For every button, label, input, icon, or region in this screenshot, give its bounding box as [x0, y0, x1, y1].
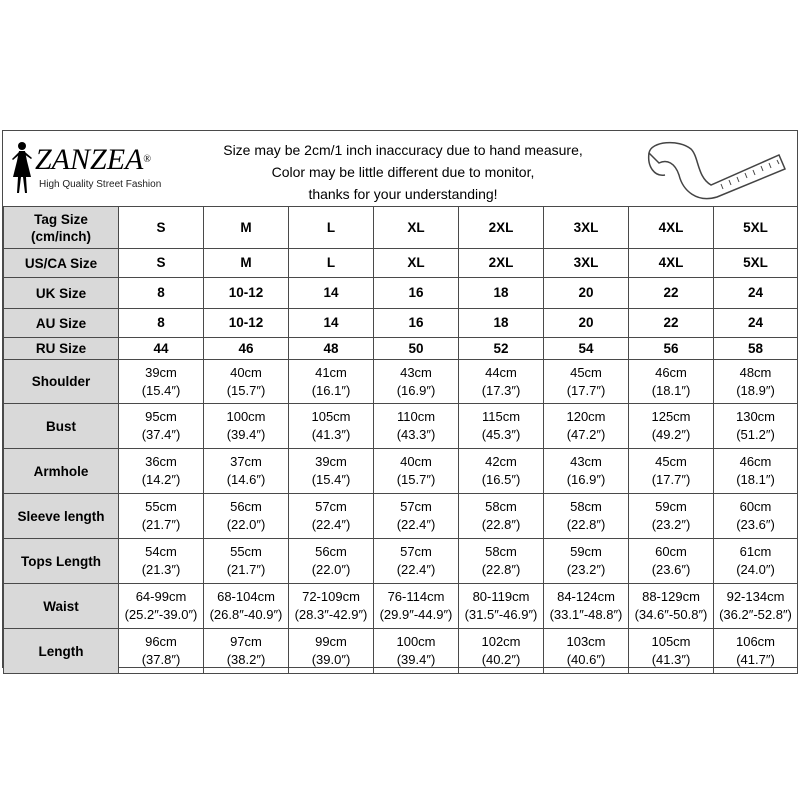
cm-value: 41cm: [315, 364, 347, 380]
cm-value: 42cm: [485, 454, 517, 469]
inch-value: (18.9″): [736, 382, 775, 398]
cm-value: 64-99cm: [135, 589, 187, 604]
inch-value: (22.8″): [481, 562, 521, 577]
size-cell: M: [204, 249, 289, 278]
brand-name: ZANZEA: [35, 143, 144, 176]
size-table-body: [4, 207, 798, 674]
inch-value: (34.6″-50.8″): [634, 607, 708, 622]
inch-value: (22.0″): [311, 562, 351, 577]
size-cell: 24: [714, 309, 798, 338]
measurement-cell: [544, 494, 629, 539]
cm-value: 43cm: [400, 364, 432, 380]
inch-value: (23.6″): [651, 562, 691, 577]
size-cell: 20: [544, 278, 629, 309]
cm-value: 58cm: [570, 499, 602, 514]
measurement-cell: [119, 449, 204, 494]
inch-value: (41.7″): [736, 652, 775, 667]
inch-value: (40.2″): [481, 652, 521, 667]
size-cell: 48: [289, 338, 374, 360]
size-chart: [2, 130, 798, 668]
measurement-cell: [374, 449, 459, 494]
size-cell: XL: [374, 207, 459, 249]
measurement-cell: [289, 584, 374, 629]
measurement-cell: [459, 584, 544, 629]
cm-value: 44cm: [485, 364, 517, 380]
size-cell: S: [119, 207, 204, 249]
size-cell: 16: [374, 309, 459, 338]
cm-value: 106cm: [735, 634, 776, 649]
size-row: [4, 249, 798, 278]
measurement-cell: [289, 539, 374, 584]
size-cell: 18: [459, 309, 544, 338]
measurement-cell: [374, 629, 459, 674]
cm-value: 57cm: [400, 499, 432, 514]
row-label: Tops Length: [4, 539, 119, 584]
size-cell: 10-12: [204, 278, 289, 309]
size-cell: L: [289, 207, 374, 249]
size-cell: 50: [374, 338, 459, 360]
inch-value: (22.4″): [311, 517, 351, 532]
measurement-cell: [119, 494, 204, 539]
cm-value: 96cm: [145, 634, 177, 649]
cm-value: 58cm: [485, 499, 517, 514]
measurement-cell: [459, 494, 544, 539]
inch-value: (16.9″): [566, 472, 606, 487]
measurement-cell: [459, 449, 544, 494]
row-label: US/CA Size: [4, 249, 119, 278]
woman-silhouette-icon: [9, 139, 35, 199]
inch-value: (31.5″-46.9″): [464, 607, 538, 622]
measurement-row: [4, 494, 798, 539]
cm-value: 56cm: [315, 544, 347, 559]
inch-value: (26.8″-40.9″): [209, 607, 283, 622]
inch-value: (37.8″): [141, 652, 181, 667]
measurement-cell: [714, 629, 798, 674]
inch-value: (18.1″): [736, 472, 775, 487]
cm-value: 125cm: [651, 409, 691, 424]
size-row: [4, 278, 798, 309]
size-cell: 5XL: [714, 207, 798, 249]
cm-value: 39cm: [145, 364, 177, 380]
inch-value: (33.1″-48.8″): [549, 607, 623, 622]
size-cell: 20: [544, 309, 629, 338]
measurement-cell: [374, 539, 459, 584]
size-cell: 24: [714, 278, 798, 309]
size-cell: 10-12: [204, 309, 289, 338]
size-cell: 16: [374, 278, 459, 309]
size-cell: S: [119, 249, 204, 278]
measurement-cell: [119, 629, 204, 674]
measurement-cell: [119, 539, 204, 584]
measurement-cell: [119, 584, 204, 629]
notice-line: Size may be 2cm/1 inch inaccuracy due to hand measure,: [223, 142, 583, 158]
cm-value: 92-134cm: [726, 589, 785, 604]
measurement-cell: [629, 584, 714, 629]
cm-value: 105cm: [651, 634, 691, 649]
inch-value: (21.7″): [226, 562, 266, 577]
measurement-cell: [714, 404, 798, 449]
inch-value: (21.7″): [141, 517, 181, 532]
cm-value: 110cm: [396, 409, 436, 424]
measurement-cell: [714, 584, 798, 629]
measurement-cell: [204, 404, 289, 449]
measurement-cell: [374, 494, 459, 539]
measurement-cell: [204, 629, 289, 674]
cm-value: 102cm: [481, 634, 521, 649]
measurement-cell: [629, 539, 714, 584]
size-table: [3, 206, 798, 674]
measurement-cell: [119, 404, 204, 449]
inch-value: (18.1″): [651, 382, 691, 398]
measurement-row: [4, 404, 798, 449]
cm-value: 61cm: [739, 544, 772, 559]
size-cell: 3XL: [544, 249, 629, 278]
cm-value: 105cm: [311, 409, 351, 424]
chart-header: [3, 131, 797, 206]
inch-value: (22.8″): [481, 517, 521, 532]
cm-value: 46cm: [655, 364, 687, 380]
measurement-cell: [289, 404, 374, 449]
inch-value: (36.2″-52.8″): [719, 607, 792, 622]
size-cell: 46: [204, 338, 289, 360]
row-label: Sleeve length: [4, 494, 119, 539]
inch-value: (41.3″): [651, 652, 691, 667]
cm-value: 80-119cm: [472, 589, 530, 604]
cm-value: 68-104cm: [217, 589, 275, 604]
inch-value: (24.0″): [736, 562, 775, 577]
measurement-cell: [204, 584, 289, 629]
measurement-cell: [714, 494, 798, 539]
inch-value: (28.3″-42.9″): [294, 607, 368, 622]
cm-value: 55cm: [230, 544, 262, 559]
inch-value: (39.0″): [311, 652, 351, 667]
size-cell: 8: [119, 309, 204, 338]
inch-value: (39.4″): [226, 427, 266, 442]
measurement-cell: [629, 494, 714, 539]
inch-value: (49.2″): [651, 427, 691, 442]
size-cell: 8: [119, 278, 204, 309]
size-cell: 22: [629, 278, 714, 309]
cm-value: 46cm: [739, 454, 772, 469]
measurement-cell: [459, 629, 544, 674]
size-cell: 4XL: [629, 249, 714, 278]
measurement-cell: [544, 584, 629, 629]
measurement-cell: [459, 539, 544, 584]
inch-value: (15.7″): [226, 382, 266, 398]
size-cell: 2XL: [459, 249, 544, 278]
size-cell: 2XL: [459, 207, 544, 249]
measurement-notice: [199, 139, 607, 205]
inch-value: (16.1″): [311, 382, 351, 398]
measurement-cell: [714, 360, 798, 404]
measurement-cell: [289, 629, 374, 674]
cm-value: 115cm: [481, 409, 521, 424]
row-label: Bust: [4, 404, 119, 449]
cm-value: 43cm: [570, 454, 602, 469]
cm-value: 48cm: [739, 364, 772, 380]
cm-value: 58cm: [485, 544, 517, 559]
brand-logo: [9, 139, 179, 199]
measurement-cell: [289, 360, 374, 404]
measurement-row: [4, 584, 798, 629]
measurement-cell: [629, 360, 714, 404]
inch-value: (21.3″): [141, 562, 181, 577]
measuring-tape-icon: [639, 133, 789, 203]
measurement-row: [4, 539, 798, 584]
inch-value: (22.8″): [566, 517, 606, 532]
inch-value: (16.9″): [396, 382, 436, 398]
cm-value: 88-129cm: [642, 589, 700, 604]
size-cell: 56: [629, 338, 714, 360]
measurement-cell: [459, 360, 544, 404]
inch-value: (17.7″): [566, 382, 606, 398]
size-cell: L: [289, 249, 374, 278]
inch-value: (17.7″): [651, 472, 691, 487]
inch-value: (39.4″): [396, 652, 436, 667]
cm-value: 130cm: [735, 409, 776, 424]
notice-line: Color may be little different due to monitor,: [271, 164, 535, 180]
measurement-cell: [714, 539, 798, 584]
inch-value: (51.2″): [736, 427, 775, 442]
measurement-cell: [544, 360, 629, 404]
inch-value: (41.3″): [311, 427, 351, 442]
measurement-cell: [374, 360, 459, 404]
measurement-cell: [629, 449, 714, 494]
row-label: Armhole: [4, 449, 119, 494]
cm-value: 97cm: [230, 634, 262, 649]
notice-line: thanks for your understanding!: [308, 186, 498, 202]
row-label: Length: [4, 629, 119, 674]
inch-value: (43.3″): [396, 427, 436, 442]
cm-value: 59cm: [655, 499, 687, 514]
row-label: AU Size: [4, 309, 119, 338]
size-row: [4, 338, 798, 360]
inch-value: (14.2″): [141, 472, 181, 487]
inch-value: (25.2″-39.0″): [124, 607, 198, 622]
cm-value: 95cm: [145, 409, 177, 424]
measurement-cell: [374, 584, 459, 629]
inch-value: (15.7″): [396, 472, 436, 487]
size-cell: M: [204, 207, 289, 249]
row-label: Tag Size (cm/inch): [4, 207, 119, 249]
size-cell: 22: [629, 309, 714, 338]
measurement-cell: [629, 629, 714, 674]
size-cell: 4XL: [629, 207, 714, 249]
size-cell: 44: [119, 338, 204, 360]
size-cell: 54: [544, 338, 629, 360]
measurement-cell: [459, 404, 544, 449]
measurement-row: [4, 629, 798, 674]
size-cell: 52: [459, 338, 544, 360]
cm-value: 72-109cm: [302, 589, 360, 604]
measurement-cell: [544, 539, 629, 584]
cm-value: 45cm: [655, 454, 687, 469]
inch-value: (37.4″): [141, 427, 181, 442]
cm-value: 39cm: [315, 454, 347, 469]
inch-value: (29.9″-44.9″): [379, 607, 453, 622]
cm-value: 84-124cm: [557, 589, 615, 604]
cm-value: 103cm: [566, 634, 606, 649]
cm-value: 76-114cm: [387, 589, 445, 604]
measurement-cell: [289, 449, 374, 494]
size-row: [4, 207, 798, 249]
row-label: Shoulder: [4, 360, 119, 404]
measurement-cell: [289, 494, 374, 539]
cm-value: 54cm: [145, 544, 177, 559]
brand-tagline: High Quality Street Fashion: [39, 179, 162, 190]
inch-value: (22.4″): [396, 562, 436, 577]
cm-value: 37cm: [230, 454, 262, 469]
measurement-cell: [374, 404, 459, 449]
inch-value: (23.2″): [566, 562, 606, 577]
measurement-row: [4, 449, 798, 494]
inch-value: (47.2″): [566, 427, 606, 442]
cm-value: 57cm: [315, 499, 347, 514]
cm-value: 57cm: [400, 544, 432, 559]
inch-value: (15.4″): [141, 382, 181, 398]
size-cell: XL: [374, 249, 459, 278]
cm-value: 60cm: [655, 544, 687, 559]
measurement-cell: [204, 449, 289, 494]
inch-value: (23.6″): [736, 517, 775, 532]
cm-value: 36cm: [145, 454, 177, 469]
cm-value: 45cm: [570, 364, 602, 380]
measurement-row: [4, 360, 798, 404]
cm-value: 40cm: [400, 454, 432, 469]
inch-value: (40.6″): [566, 652, 606, 667]
measurement-cell: [544, 404, 629, 449]
row-label: Waist: [4, 584, 119, 629]
measurement-cell: [714, 449, 798, 494]
measurement-cell: [204, 539, 289, 584]
size-cell: 18: [459, 278, 544, 309]
cm-value: 40cm: [230, 364, 262, 380]
cm-value: 99cm: [315, 634, 347, 649]
measurement-cell: [119, 360, 204, 404]
inch-value: (14.6″): [226, 472, 266, 487]
size-cell: 14: [289, 278, 374, 309]
cm-value: 55cm: [145, 499, 177, 514]
cm-value: 60cm: [739, 499, 772, 514]
measurement-cell: [544, 449, 629, 494]
inch-value: (38.2″): [226, 652, 266, 667]
size-cell: 58: [714, 338, 798, 360]
registered-mark: ®: [143, 154, 151, 165]
cm-value: 100cm: [396, 634, 436, 649]
measurement-cell: [629, 404, 714, 449]
inch-value: (17.3″): [481, 382, 521, 398]
inch-value: (45.3″): [481, 427, 521, 442]
size-cell: 14: [289, 309, 374, 338]
cm-value: 59cm: [570, 544, 602, 559]
measurement-cell: [544, 629, 629, 674]
row-label: UK Size: [4, 278, 119, 309]
cm-value: 56cm: [230, 499, 262, 514]
inch-value: (23.2″): [651, 517, 691, 532]
cm-value: 100cm: [226, 409, 266, 424]
measurement-cell: [204, 360, 289, 404]
measurement-cell: [204, 494, 289, 539]
size-cell: 5XL: [714, 249, 798, 278]
inch-value: (15.4″): [311, 472, 351, 487]
inch-value: (22.4″): [396, 517, 436, 532]
inch-value: (22.0″): [226, 517, 266, 532]
row-label: RU Size: [4, 338, 119, 360]
size-row: [4, 309, 798, 338]
inch-value: (16.5″): [481, 472, 521, 487]
size-cell: 3XL: [544, 207, 629, 249]
cm-value: 120cm: [566, 409, 606, 424]
